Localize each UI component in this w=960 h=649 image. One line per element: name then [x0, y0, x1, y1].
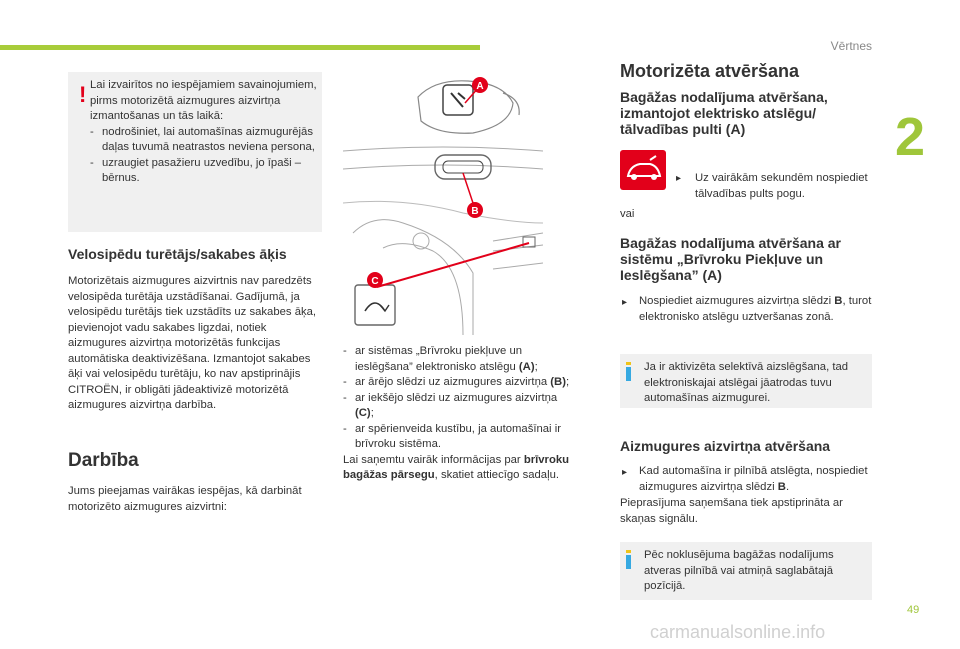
bullet-icon: ▸: [676, 173, 682, 184]
watermark: carmanualsonline.info: [650, 622, 826, 642]
key-fob: [418, 81, 519, 133]
operation-text: Jums pieejamas vairākas iespējas, kā darbināt motorizēto aizmugures aizvirtni:: [68, 485, 302, 513]
list-item: - ar iekšējo slēdzi uz aizmugures aizvirtņa (C);: [343, 391, 558, 419]
bullet-icon: ▸: [622, 467, 628, 478]
options-list: [343, 344, 578, 484]
bike-carrier-heading: Velosipēdu turētājs/sakabes āķis: [68, 246, 287, 262]
info-box-default-position: [620, 542, 872, 600]
closing-heading: Aizmugures aizvirtņa atvēršana: [620, 438, 831, 454]
callout-c-label: C: [371, 276, 379, 287]
car-tailgate-icon: [620, 150, 666, 190]
keyless-heading: Bagāžas nodalījuma atvēršana ar sistēmu „Brīvroku Piekļuve un Ieslēgšana” (A): [620, 235, 841, 283]
header-accent-bar: [0, 45, 480, 50]
remote-heading: Bagāžas nodalījuma atvēršana, izmantojot elektrisko atslēgu/ tālvadības pulti (A): [620, 89, 828, 137]
warning-box: ! Lai izvairītos no iespējamiem savainojumiem, pirms motorizētā aizmugures aizvirtņa izmantošanas un tās laikā: - nodrošiniet, lai automašīnas aizmugurējās daļas tuvumā neatrastos neviena persona, - uzraugiet pasažieru uzvedību, jo īpaši – bērnus.: [68, 72, 322, 232]
list-item: - ar ārējo slēdzi uz aizmugures aizvirtņa (B);: [343, 376, 570, 388]
list-item: - ar sistēmas „Brīvroku piekļuve un ieslēgšana” elektronisko atslēgu (A);: [343, 345, 538, 373]
info-icon: [626, 362, 633, 381]
bullet-icon: ▸: [622, 297, 628, 308]
callout-a-label: A: [476, 81, 484, 92]
chapter-number: 2: [895, 107, 926, 167]
info-box-selective-locking: [620, 354, 872, 408]
remote-text: Uz vairākām sekundēm nospiediet tālvadības pults pogu.: [695, 172, 868, 200]
info-text: Ja ir aktivizēta selektīvā aizslēgšana, tad elektroniskajai atslēgai jāatrodas tuvu automašīnas aizmugurei.: [644, 361, 849, 404]
bike-carrier-text: Motorizētais aizmugures aizvirtnis nav paredzēts velosipēda turētāja uzstādīšanai. Gadījumā, ja velosipēdu turētājs tiek uzstādīts uz sakabes āķa, pievienojot vadu sakabes ligzdai, notiek aizmugures aizvirtņa motorizētās funkcijas automātiska deaktivizēšana. Izmantojot sakabes āķi vai velosipēdu turētāju, ko nav apstiprinājis CITROËN, ir obligāti jādeaktivizē motorizētā aizmugures aizvirtņa darbība.: [68, 275, 317, 411]
tailgate-illustration: [343, 73, 543, 335]
page-number: 49: [907, 604, 920, 616]
car-rear: [343, 147, 543, 335]
switch-c: [355, 285, 395, 325]
list-item: - ar spērienveida kustību, ja automašīnai ir brīvroku sistēma.: [343, 422, 561, 450]
or-text: vai: [620, 208, 635, 220]
warning-item: nodrošiniet, lai automašīnas aizmugurējās daļas tuvumā neatrastos neviena persona,: [102, 125, 315, 153]
operation-heading: Darbība: [68, 450, 139, 471]
info-icon: [626, 550, 633, 569]
info-text: Pēc noklusējuma bagāžas nodalījums atveras pilnībā vai atmiņā saglabātajā pozīcijā.: [644, 549, 834, 592]
warning-item: uzraugiet pasažieru uzvedību, jo īpaši – bērnus.: [102, 156, 302, 184]
section-title: Vērtnes: [830, 39, 872, 53]
closing-confirm: Pieprasījuma saņemšana tiek apstiprināta ar skaņas signālu.: [620, 497, 843, 525]
closing-item: Kad automašīna ir pilnībā atslēgta, nospiediet aizmugures aizvirtņa slēdzi B.: [639, 465, 868, 493]
warning-lead: Lai izvairītos no iespējamiem savainojumiem, pirms motorizētā aizmugures aizvirtņa izmantošanas un tās laikā:: [90, 79, 317, 122]
more-info-text: Lai saņemtu vairāk informācijas par brīvroku bagāžas pārsegu, skatiet attiecīgo sadaļu.: [343, 453, 570, 481]
motor-heading: Motorizēta atvēršana: [620, 61, 800, 81]
warning-icon: !: [79, 82, 87, 107]
callout-b-label: B: [471, 206, 479, 217]
keyless-text: Nospiediet aizmugures aizvirtņa slēdzi B, turot elektronisko atslēgu uztveršanas zonā.: [639, 295, 872, 323]
